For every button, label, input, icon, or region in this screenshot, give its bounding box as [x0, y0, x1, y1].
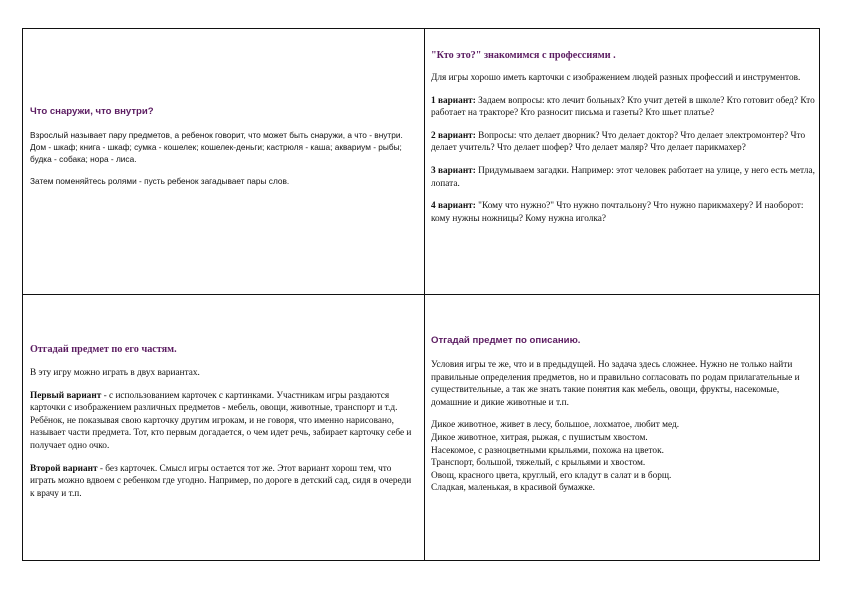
variant-label: 1 вариант:	[431, 95, 476, 106]
cell-inside-outside	[30, 106, 415, 197]
section-title: "Кто это?" знакомимся с профессиями .	[431, 50, 616, 61]
variant-1	[431, 95, 817, 120]
document-sheet	[22, 28, 820, 561]
variant-label: 3 вариант:	[431, 165, 476, 176]
variant-text: Задаем вопросы: кто лечит больных? Кто учит детей в школе? Кто готовит обед? Кто работает на тракторе? Кто разносит письма и газеты? Кто шьет платье?	[431, 95, 815, 119]
variant-2	[431, 130, 817, 155]
riddle-line: Дикое животное, живет в лесу, большое, лохматое, любит мед.	[431, 420, 680, 431]
riddle-list	[431, 419, 817, 495]
paragraph: Взрослый называет пару предметов, а ребенок говорит, что может быть снаружи, а что - внутри. Дом - шкаф; книга - шкаф; сумка - кошелек; кошелек-деньги; кастрюля - каша; аквариум - рыбы; будка - собака; нора - лиса.	[30, 130, 403, 164]
section-title: Отгадай предмет по описанию.	[431, 335, 581, 346]
variant-label: Второй вариант	[30, 463, 98, 474]
variant-text: - с использованием карточек с картинками. Участникам игры раздаются карточки с изображением различных предметов - мебель, овощи, животные, транспорт и т.д. Ребёнок, не показывая свою карточку другим игрокам, и не говоря, что именно нарисовано, называет части предмета. Тот, кто первым догадается, о чем идет речь, забирает карточку себе и получает одно очко.	[30, 390, 412, 451]
cell-professions	[431, 50, 817, 235]
variant-label: 2 вариант:	[431, 130, 476, 141]
table-border-center	[424, 28, 425, 561]
riddle-line: Овощ, красного цвета, круглый, его кладут в салат и в борщ.	[431, 470, 672, 481]
paragraph: Условия игры те же, что и в предыдущей. Но задача здесь сложнее. Нужно не только найти правильные определения предметов, но и правильно согласовать по родам прилагательные и существительные, а так же знать такие понятия как мебель, овощи, фрукты, насекомые, домашние и дикие животные и т.п.	[431, 360, 800, 408]
section-body	[431, 72, 817, 225]
variant-3	[431, 165, 817, 190]
variant-label: Первый вариант	[30, 390, 102, 401]
riddle-line: Насекомое, с разноцветными крыльями, похожа на цветок.	[431, 445, 664, 456]
paragraph: Затем поменяйтесь ролями - пусть ребенок загадывает пары слов.	[30, 176, 290, 186]
variant-text: - без карточек. Смысл игры остается тот же. Этот вариант хорош тем, что играть можно вдвоем с ребенком где угодно. Например, по дороге в детский сад, сидя в очереди к врачу и т.п.	[30, 463, 412, 499]
paragraph: В эту игру можно играть в двух вариантах.	[30, 368, 200, 378]
table-border-middle	[22, 294, 820, 295]
variant-4	[431, 200, 817, 225]
variant-1	[30, 390, 415, 453]
cell-guess-by-description	[431, 335, 817, 495]
section-title: Что снаружи, что внутри?	[30, 106, 154, 117]
table-border-right	[819, 28, 820, 561]
section-body	[431, 359, 817, 495]
variant-2	[30, 463, 415, 501]
riddle-line: Транспорт, большой, тяжелый, с крыльями и хвостом.	[431, 458, 646, 469]
cell-guess-by-parts	[30, 344, 415, 510]
section-title: Отгадай предмет по его частям.	[30, 344, 177, 355]
section-body	[30, 367, 415, 500]
variant-label: 4 вариант:	[431, 201, 476, 212]
table-border-left	[22, 28, 23, 561]
section-body	[30, 129, 415, 187]
riddle-line: Дикое животное, хитрая, рыжая, с пушистым хвостом.	[431, 432, 648, 443]
variant-text: Вопросы: что делает дворник? Что делает доктор? Что делает электромонтер? Что делает учитель? Что делает шофер? Что делает маляр? Что делает парикмахер?	[431, 130, 806, 154]
table-border-top	[22, 28, 820, 29]
table-border-bottom	[22, 560, 820, 561]
riddle-line: Сладкая, маленькая, в красивой бумажке.	[431, 483, 595, 494]
paragraph: Для игры хорошо иметь карточки с изображением людей разных профессий и инструментов.	[431, 73, 801, 83]
variant-text: "Кому что нужно?" Что нужно почтальону? Что нужно парикмахеру? И наоборот: кому нужны ножницы? Кому нужна иголка?	[431, 201, 804, 224]
variant-text: Придумываем загадки. Например: этот человек работает на улице, у него есть метла, лопата.	[431, 165, 815, 189]
